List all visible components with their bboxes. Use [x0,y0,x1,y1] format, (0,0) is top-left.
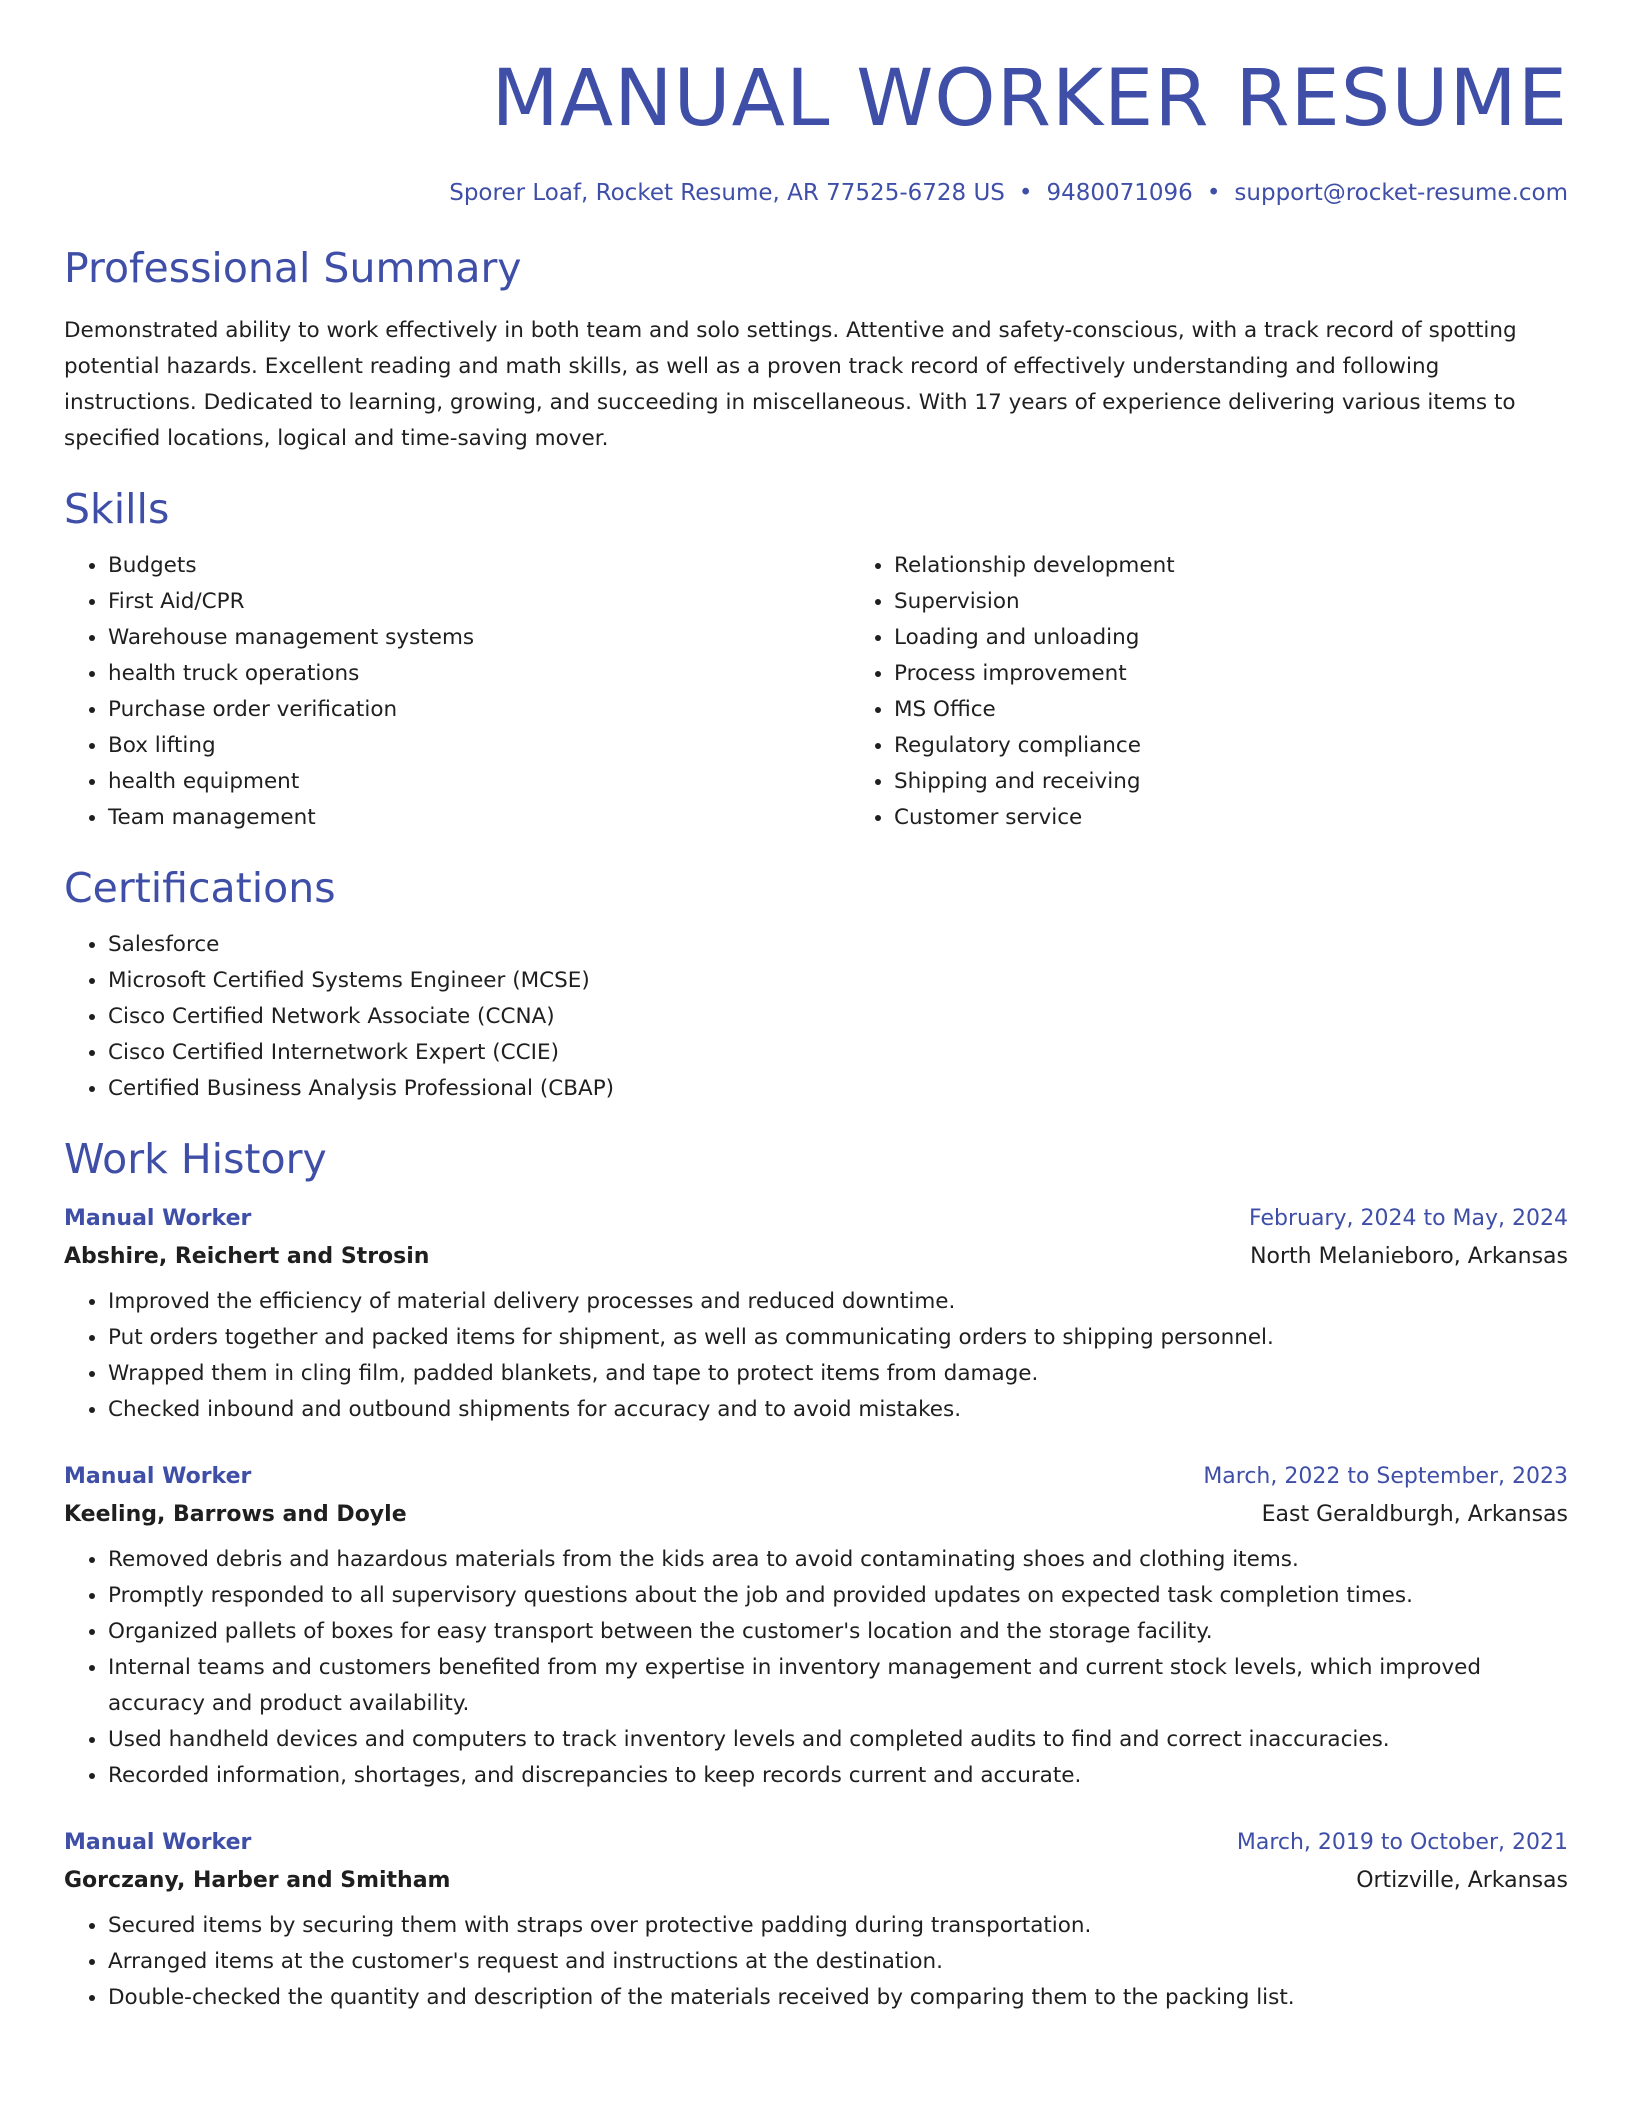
skill-item: • Process improvement [894,656,1568,692]
skill-item: • health equipment [108,764,850,800]
work-history-heading: Work History [64,1135,327,1184]
job-company: Gorczany, Harber and Smitham [64,1868,451,1894]
job-bullet: • Promptly responded to all supervisory questions about the job and provided updates on expected task completion times. [108,1578,1568,1614]
summary-heading: Professional Summary [64,244,522,292]
skill-item: • Box lifting [108,728,850,764]
skill-item: • Loading and unloading [894,620,1568,656]
job-dates: March, 2022 to September, 2023 [1203,1464,1568,1490]
certification-item: • Salesforce [108,927,1568,963]
skill-item: • MS Office [894,692,1568,728]
job-bullet: • Put orders together and packed items for shipment, as well as communicating orders to shipping personnel. [108,1320,1568,1356]
job-subheader [64,1240,1568,1274]
job-entry [64,1828,1568,2016]
contact-email[interactable]: support@rocket-resume.com [1234,180,1568,206]
skills-heading: Skills [64,485,170,534]
job-header [64,1828,1568,1858]
certifications-section [64,866,1568,1107]
skill-item: • First Aid/CPR [108,584,850,620]
job-title: Manual Worker [64,1206,252,1232]
job-bullet: • Removed debris and hazardous materials from the kids area to avoid contaminating shoes and clothing items. [108,1542,1568,1578]
separator-dot: • [1018,180,1033,206]
skill-item: • Team management [108,800,850,836]
job-entry [64,1204,1568,1428]
work-history-section [64,1137,1568,2016]
job-bullet: • Organized pallets of boxes for easy transport between the customer's location and the storage facility. [108,1614,1568,1650]
job-bullet: • Secured items by securing them with straps over protective padding during transportation. [108,1908,1568,1944]
job-dates: March, 2019 to October, 2021 [1236,1830,1568,1856]
resume-title: MANUAL WORKER RESUME [491,54,1568,144]
summary-section [64,246,1568,457]
job-location: Ortizville, Arkansas [1356,1868,1568,1894]
job-bullet: • Recorded information, shortages, and discrepancies to keep records current and accurate. [108,1758,1568,1794]
job-company: Keeling, Barrows and Doyle [64,1502,407,1528]
job-entry [64,1462,1568,1794]
skill-item: • Regulatory compliance [894,728,1568,764]
job-company: Abshire, Reichert and Strosin [64,1244,430,1270]
job-bullets [64,1542,1568,1794]
skill-item: • Purchase order verification [108,692,850,728]
certification-item: • Cisco Certified Internetwork Expert (CCIE) [108,1035,1568,1071]
job-bullet: • Improved the efficiency of material delivery processes and reduced downtime. [108,1284,1568,1320]
certifications-heading: Certifications [64,864,336,913]
skills-list-right [850,548,1568,836]
skills-columns [64,548,1568,836]
certifications-list [64,927,1568,1107]
skill-item: • Shipping and receiving [894,764,1568,800]
skill-item: • health truck operations [108,656,850,692]
skill-item: • Warehouse management systems [108,620,850,656]
job-dates: February, 2024 to May, 2024 [1249,1206,1568,1232]
job-bullet: • Arranged items at the customer's request and instructions at the destination. [108,1944,1568,1980]
separator-dot: • [1206,180,1221,206]
job-bullet: • Double-checked the quantity and description of the materials received by comparing them to the packing list. [108,1980,1568,2016]
job-bullet: • Used handheld devices and computers to track inventory levels and completed audits to find and correct inaccuracies. [108,1722,1568,1758]
skill-item: • Relationship development [894,548,1568,584]
skill-item: • Supervision [894,584,1568,620]
job-title: Manual Worker [64,1464,252,1490]
certification-item: • Microsoft Certified Systems Engineer (MCSE) [108,963,1568,999]
skills-list-left [64,548,850,836]
job-bullet: • Internal teams and customers benefited from my expertise in inventory management and current stock levels, which improved accuracy and product availability. [108,1650,1568,1722]
skills-section [64,487,1568,836]
skill-item: • Budgets [108,548,850,584]
contact-line [64,180,1568,206]
job-subheader [64,1498,1568,1532]
certification-item: • Cisco Certified Network Associate (CCNA) [108,999,1568,1035]
job-header [64,1462,1568,1492]
skill-item: • Customer service [894,800,1568,836]
job-title: Manual Worker [64,1830,252,1856]
job-location: North Melanieboro, Arkansas [1250,1244,1568,1270]
certification-item: • Certified Business Analysis Professional (CBAP) [108,1071,1568,1107]
contact-address: Sporer Loaf, Rocket Resume, AR 77525-6728 US [449,180,1005,206]
job-bullets [64,1284,1568,1428]
summary-text: Demonstrated ability to work effectively in both team and solo settings. Attentive and safety-conscious, with a track record of spotting potential hazards. Excellent reading and math skills, as well as a proven track record of effectively understanding and following instructions. Dedicated to learning, growing, and succeeding in miscellaneous. With 17 years of experience delivering various items to specified locations, logical and time-saving mover. [64,318,1517,452]
job-bullets [64,1908,1568,2016]
job-location: East Geraldburgh, Arkansas [1261,1502,1568,1528]
job-bullet: • Checked inbound and outbound shipments for accuracy and to avoid mistakes. [108,1392,1568,1428]
job-bullet: • Wrapped them in cling film, padded blankets, and tape to protect items from damage. [108,1356,1568,1392]
contact-phone: 9480071096 [1046,180,1193,206]
job-subheader [64,1864,1568,1898]
job-header [64,1204,1568,1234]
